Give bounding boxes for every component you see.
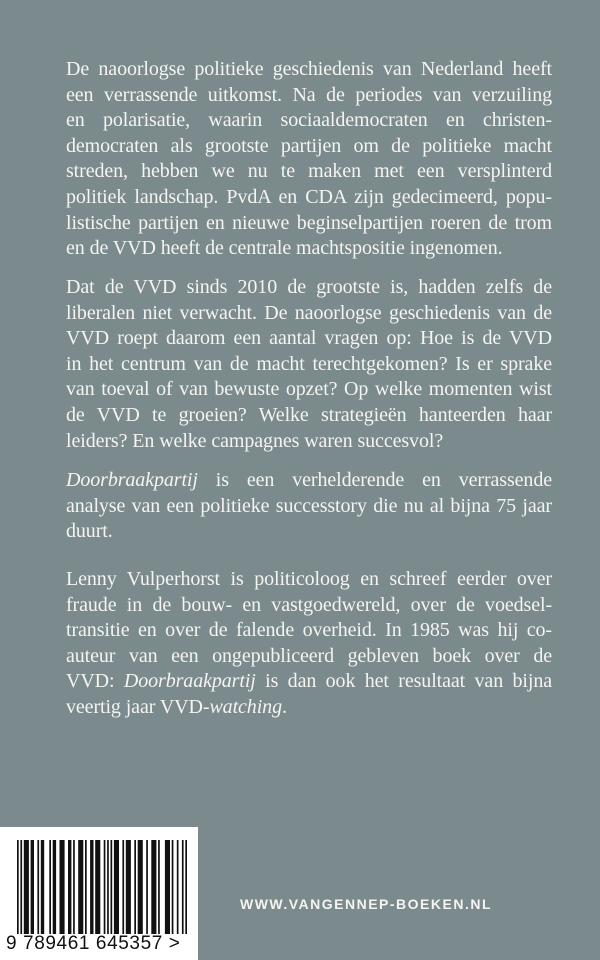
- barcode-bar: [122, 840, 124, 934]
- barcode-bars: [17, 840, 187, 934]
- barcode-bar: [17, 840, 19, 934]
- barcode-bar: [20, 840, 22, 934]
- barcode-bar: [73, 840, 75, 934]
- text-line: liberalen niet verwacht. De naoorlogse geschiedenis van de: [66, 301, 552, 324]
- text-fragment: is een verhelderende en verrassende: [197, 469, 552, 491]
- text-line: [66, 669, 552, 695]
- barcode-bar: [60, 840, 65, 934]
- barcode-bar: [95, 840, 100, 934]
- barcode-bar: [107, 840, 109, 934]
- text-line: [66, 468, 552, 494]
- barcode-bar: [177, 840, 179, 934]
- barcode-bar: [114, 840, 119, 934]
- text-line: duurt.: [66, 520, 113, 543]
- blurb-paragraph-1: [66, 57, 552, 262]
- barcode-bar: [185, 840, 187, 934]
- barcode-bar: [24, 840, 29, 934]
- barcode-bar: [104, 840, 106, 934]
- text-line: transitie en over de falende overheid. In 1985 was hij co-: [66, 619, 552, 642]
- author-bio: [66, 567, 552, 721]
- text-line: een verrassende uitkomst. Na de periodes van verzuiling: [66, 83, 552, 106]
- isbn-barcode: [0, 827, 198, 960]
- barcode-bar: [138, 840, 143, 934]
- barcode-bar: [146, 840, 148, 934]
- text-line: analyse van een politieke successtory die nu al bijna 75 jaar: [66, 494, 552, 517]
- barcode-bar: [78, 840, 83, 934]
- barcode-bar: [85, 840, 87, 934]
- text-line: politiek landschap. PvdA en CDA zijn gedecimeerd, popu-: [66, 185, 552, 208]
- text-fragment: VVD:: [66, 670, 124, 693]
- blurb-paragraph-2: [66, 275, 552, 454]
- text-line: en de VVD heeft de centrale machtspositie ingenomen.: [66, 237, 503, 260]
- text-line: VVD roept daarom een aantal vragen op: Hoe is de VVD: [66, 327, 552, 350]
- text-line: auteur van een ongepubliceerd gebleven boek over de: [66, 644, 552, 667]
- book-title-italic: Doorbraakpartij: [66, 469, 198, 491]
- text-line: listische partijen en nieuwe beginselpartijen roeren de trom: [66, 211, 552, 234]
- barcode-bar: [172, 840, 174, 934]
- barcode-bar: [53, 840, 56, 934]
- blurb-paragraph-3: [66, 468, 552, 545]
- text-line: [66, 695, 552, 721]
- text-line: democraten als grootste partijen om de politieke macht: [66, 134, 552, 157]
- text-line: leiders? En welke campagnes waren succesvol?: [66, 429, 444, 452]
- book-title-italic: Doorbraakpartij: [123, 670, 256, 693]
- barcode-bar: [126, 840, 131, 934]
- text-line: van toeval of van bewuste opzet? Op welke momenten wist: [66, 378, 552, 401]
- text-line: Lenny Vulperhorst is politicoloog en schreef eerder over: [66, 568, 552, 590]
- barcode-bar: [111, 840, 113, 934]
- text-line: en polarisatie, waarin sociaaldemocraten en christen-: [66, 109, 552, 132]
- watching-italic: watching: [209, 695, 282, 718]
- text-line: de VVD te groeien? Welke strategieën hanteerden haar: [66, 403, 552, 426]
- barcode-bar: [165, 840, 170, 934]
- barcode-bar: [41, 840, 44, 934]
- text-line: in het centrum van de macht terechtgekomen? Is er sprake: [66, 352, 552, 375]
- barcode-bar: [151, 840, 156, 934]
- barcode-bar: [49, 840, 51, 934]
- barcode-bar: [68, 840, 71, 934]
- text-line: Dat de VVD sinds 2010 de grootste is, hadden zelfs de: [66, 276, 552, 298]
- text-fragment: is dan ook het resultaat van bijna: [255, 670, 552, 693]
- barcode-bar: [134, 840, 136, 934]
- barcode-bar: [158, 840, 160, 934]
- barcode-bar: [31, 840, 34, 934]
- barcode-bar: [90, 840, 93, 934]
- text-fragment: .: [281, 695, 287, 718]
- isbn-number: 9 789461 645357 >: [6, 933, 181, 954]
- barcode-bar: [182, 840, 184, 934]
- text-line: streden, hebben we nu te maken met een versplinterd: [66, 160, 552, 183]
- publisher-website: WWW.VANGENNEP-BOEKEN.NL: [239, 896, 492, 912]
- text-fragment: veertig jaar VVD-: [66, 695, 210, 718]
- barcode-bar: [37, 840, 39, 934]
- text-line: De naoorlogse politieke geschiedenis van Nederland heeft: [66, 58, 552, 80]
- text-line: fraude in de bouw- en vastgoedwereld, over de voedsel-: [66, 593, 552, 616]
